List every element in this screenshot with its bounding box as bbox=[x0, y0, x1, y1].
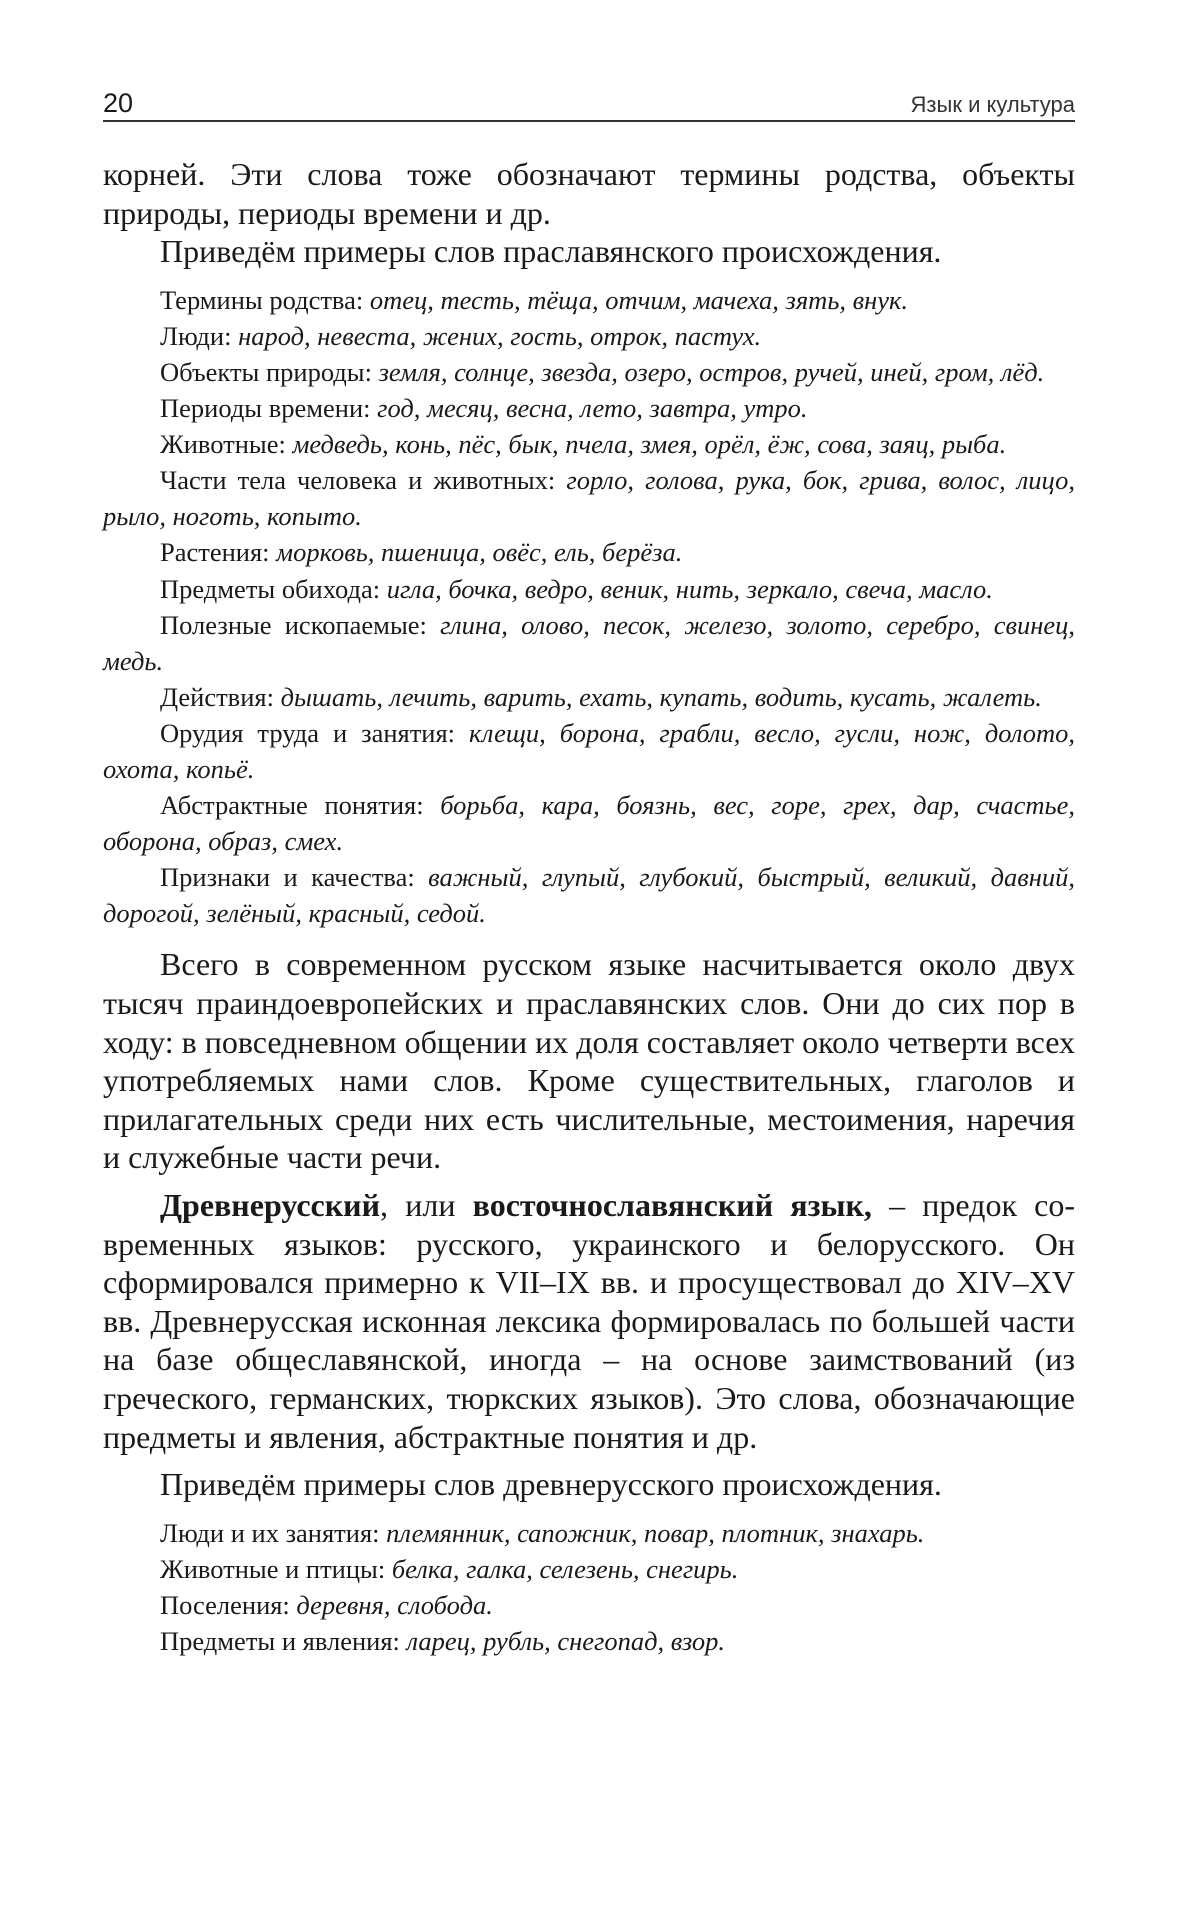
praslav-examples-list bbox=[103, 282, 1075, 932]
list-item: Орудия труда и занятия: клещи, борона, грабли, весло, гусли, нож, долото, охота, копьё. bbox=[103, 717, 1076, 784]
term-east-slavic: восточнославянский язык, bbox=[472, 1187, 872, 1224]
list-item: Полезные ископаемые: глина, олово, песок, железо, золото, серебро, свинец, медь. bbox=[103, 609, 1075, 676]
list-item: Признаки и качества: важный, глупый, глубокий, быстрый, великий, давний, дорогой, зелёный, красный, седой. bbox=[103, 862, 1075, 929]
list-item: Растения: морковь, пшеница, овёс, ель, берёза. bbox=[160, 537, 683, 568]
list-item: Термины родства: отец, тесть, тёща, отчим, мачеха, зять, внук. bbox=[160, 284, 909, 315]
oldrus-lead-paragraph: Приведём примеры слов древнерусского происхождения. bbox=[160, 1466, 942, 1503]
list-item: Части тела человека и животных: горло, голова, рука, бок, грива, волос, лицо, рыло, ноготь, копыто. bbox=[103, 465, 1076, 532]
list-item: Периоды времени: год, месяц, весна, лето, завтра, утро. bbox=[160, 393, 808, 424]
oldrus-examples-list bbox=[103, 1515, 1075, 1659]
list-item: Действия: дышать, лечить, варить, ехать, купать, водить, кусать, жалеть. bbox=[160, 681, 1042, 712]
list-item: Объекты природы: земля, солнце, звезда, озеро, остров, ручей, иней, гром, лёд. bbox=[160, 356, 1045, 387]
running-head: Язык и культура bbox=[910, 92, 1075, 117]
page-body bbox=[103, 155, 1075, 1659]
summary-paragraph: Всего в современном русском языке насчитывается около двух тысяч праиндоевропейских и праславянских слов. Они до сих пор в ходу: в повседневном общении их доля составляет около четверти всех употребляемых нами слов. Кроме существительных, глаголов и прилагательных среди них есть числительные, местоимения, наречия и служебные части речи. bbox=[103, 946, 1075, 1176]
intro-continued-paragraph: корней. Эти слова тоже обозначают термины родства, объекты природы, периоды времени и др. bbox=[103, 156, 1075, 231]
oldrus-paragraph: Древнерусский, или восточнославянский язык, – предок современных языков: русского, украинского и белорусского. Он сформировался примерно к VII–IX вв. и просуществовал до XIV–XV вв. Древнерусская исконная лексика формировалась по большей части на базе общеславянской, иногда – на основе заимствований (из греческого, германских, тюркских языков). Это слова, обозначающие предметы и явления, абстрактные понятия и др. bbox=[103, 1187, 1076, 1455]
term-oldrus: Древнерусский bbox=[160, 1187, 381, 1224]
list-item: Поселения: деревня, слобода. bbox=[160, 1589, 493, 1620]
header-rule bbox=[103, 120, 1075, 122]
list-item: Абстрактные понятия: борьба, кара, боязнь, вес, горе, грех, дар, счастье, оборона, образ, смех. bbox=[103, 790, 1075, 857]
page-header bbox=[103, 88, 1075, 118]
list-item: Животные: медведь, конь, пёс, бык, пчела, змея, орёл, ёж, сова, заяц, рыба. bbox=[160, 429, 1007, 460]
list-item: Предметы обихода: игла, бочка, ведро, веник, нить, зеркало, свеча, масло. bbox=[160, 573, 993, 604]
list-item: Животные и птицы: белка, галка, селезень, снегирь. bbox=[160, 1553, 739, 1584]
list-item: Люди и их занятия: племянник, сапожник, повар, плотник, знахарь. bbox=[160, 1517, 925, 1548]
praslav-lead-paragraph: Приведём примеры слов праславянского происхождения. bbox=[160, 233, 942, 270]
list-item: Люди: народ, невеста, жених, гость, отрок, пастух. bbox=[160, 320, 762, 351]
list-item: Предметы и явления: ларец, рубль, снегопад, взор. bbox=[160, 1626, 726, 1657]
page-number: 20 bbox=[103, 88, 134, 118]
